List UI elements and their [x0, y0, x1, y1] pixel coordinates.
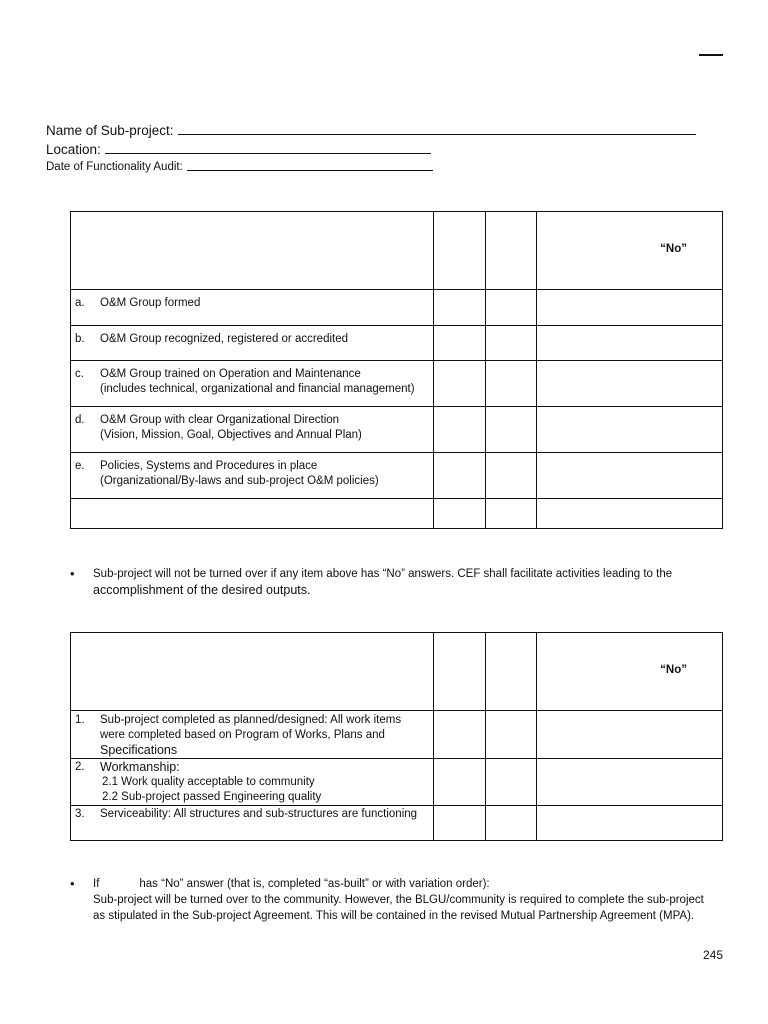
field-audit-date [46, 161, 433, 173]
row-marker: d. [75, 414, 85, 426]
note-1-line-2: accomplishment of the desired outputs. [93, 583, 311, 597]
answer-no-cell[interactable] [486, 326, 537, 361]
row-marker: 1. [75, 714, 85, 726]
completion-checklist-table [70, 632, 723, 841]
page-number: 245 [703, 948, 724, 962]
answer-no-cell[interactable] [486, 759, 537, 806]
remarks-cell[interactable] [537, 407, 723, 453]
answer-yes-cell[interactable] [434, 711, 486, 759]
table-row-blank [71, 499, 723, 529]
table-row [71, 407, 723, 453]
row-subtext: (includes technical, organizational and financial management) [100, 383, 415, 395]
location-blank-line[interactable] [105, 152, 431, 154]
table-row [71, 361, 723, 407]
answer-no-cell[interactable] [486, 711, 537, 759]
row-text: O&M Group trained on Operation and Maintenance [100, 368, 361, 380]
answer-yes-cell[interactable] [434, 806, 486, 841]
answer-no-cell[interactable] [486, 361, 537, 407]
row-subitem-2-1: 2.1 Work quality acceptable to community [102, 776, 315, 788]
remarks-cell[interactable] [537, 806, 723, 841]
header-cell-item [71, 212, 434, 290]
header-cell-no [486, 633, 537, 711]
field-name-of-subproject [46, 123, 696, 138]
header-cell-yes [434, 212, 486, 290]
row-marker: e. [75, 460, 85, 472]
remarks-cell[interactable] [537, 326, 723, 361]
name-blank-line[interactable] [178, 133, 696, 135]
row-text: Serviceability: All structures and sub-structures are functioning [100, 808, 418, 820]
row-subtext: (Organizational/By-laws and sub-project O&M policies) [100, 475, 379, 487]
row-subtext: (Vision, Mission, Goal, Objectives and Annual Plan) [100, 429, 362, 441]
om-checklist-table [70, 211, 723, 529]
table-row [71, 326, 723, 361]
date-label: Date of Functionality Audit: [46, 161, 183, 173]
remarks-cell[interactable] [537, 453, 723, 499]
header-no-text: “No” [660, 664, 687, 676]
row-text-2: were completed based on Program of Works, Plans and [100, 729, 385, 741]
note-2 [70, 876, 710, 924]
table-row [71, 453, 723, 499]
remarks-cell[interactable] [537, 499, 723, 529]
remarks-cell[interactable] [537, 361, 723, 407]
header-dash [699, 54, 723, 56]
header-cell-yes [434, 633, 486, 711]
answer-no-cell[interactable] [486, 806, 537, 841]
remarks-cell[interactable] [537, 711, 723, 759]
answer-yes-cell[interactable] [434, 361, 486, 407]
row-text: Policies, Systems and Procedures in place [100, 460, 318, 472]
answer-no-cell[interactable] [486, 453, 537, 499]
bullet-point: • [70, 566, 75, 581]
row-subitem-2-2: 2.2 Sub-project passed Engineering quality [102, 791, 322, 803]
row-text: O&M Group with clear Organizational Direction [100, 414, 340, 426]
row-text: O&M Group recognized, registered or accredited [100, 333, 349, 345]
answer-no-cell[interactable] [486, 407, 537, 453]
answer-yes-cell[interactable] [434, 759, 486, 806]
answer-yes-cell[interactable] [434, 290, 486, 326]
name-label: Name of Sub-project: [46, 123, 174, 138]
answer-no-cell[interactable] [486, 499, 537, 529]
table-row [71, 759, 723, 806]
answer-yes-cell[interactable] [434, 453, 486, 499]
table-row [71, 290, 723, 326]
answer-yes-cell[interactable] [434, 499, 486, 529]
bullet-point: • [70, 876, 75, 891]
note-2-line-2: Sub-project will be turned over to the community. However, the BLGU/community is required to complete the sub-project [93, 894, 704, 906]
answer-no-cell[interactable] [486, 290, 537, 326]
note-2-if-word: If [93, 878, 100, 890]
row-text: Workmanship: [100, 760, 180, 774]
location-label: Location: [46, 142, 101, 157]
note-1 [70, 566, 710, 598]
remarks-cell[interactable] [537, 290, 723, 326]
answer-yes-cell[interactable] [434, 326, 486, 361]
row-marker: c. [75, 368, 84, 380]
row-text-3: Specifications [100, 743, 178, 757]
blank-item-cell[interactable] [71, 499, 434, 529]
date-blank-line[interactable] [187, 169, 433, 171]
table-row [71, 711, 723, 759]
header-cell-remarks [537, 212, 723, 290]
header-cell-item [71, 633, 434, 711]
header-cell-remarks [537, 633, 723, 711]
table-row [71, 806, 723, 841]
header-cell-no [486, 212, 537, 290]
row-marker: a. [75, 297, 85, 309]
row-marker: 2. [75, 761, 85, 773]
table-header-row [71, 633, 723, 711]
remarks-cell[interactable] [537, 759, 723, 806]
header-no-text: “No” [660, 243, 687, 255]
note-1-line-1: Sub-project will not be turned over if any item above has “No” answers. CEF shall facilitate activities leading to the [93, 568, 673, 580]
field-location [46, 142, 431, 157]
answer-yes-cell[interactable] [434, 407, 486, 453]
note-2-line-1 [93, 876, 704, 892]
row-marker: b. [75, 333, 85, 345]
table-header-row [71, 212, 723, 290]
row-text: Sub-project completed as planned/designed: All work items [100, 714, 402, 726]
row-text: O&M Group formed [100, 297, 201, 309]
row-marker: 3. [75, 808, 85, 820]
note-2-line-3: as stipulated in the Sub-project Agreement. This will be contained in the revised Mutual Partnership Agreement (MPA). [93, 910, 695, 922]
note-2-line-1-rest: has “No” answer (that is, completed “as-built” or with variation order): [139, 878, 490, 890]
